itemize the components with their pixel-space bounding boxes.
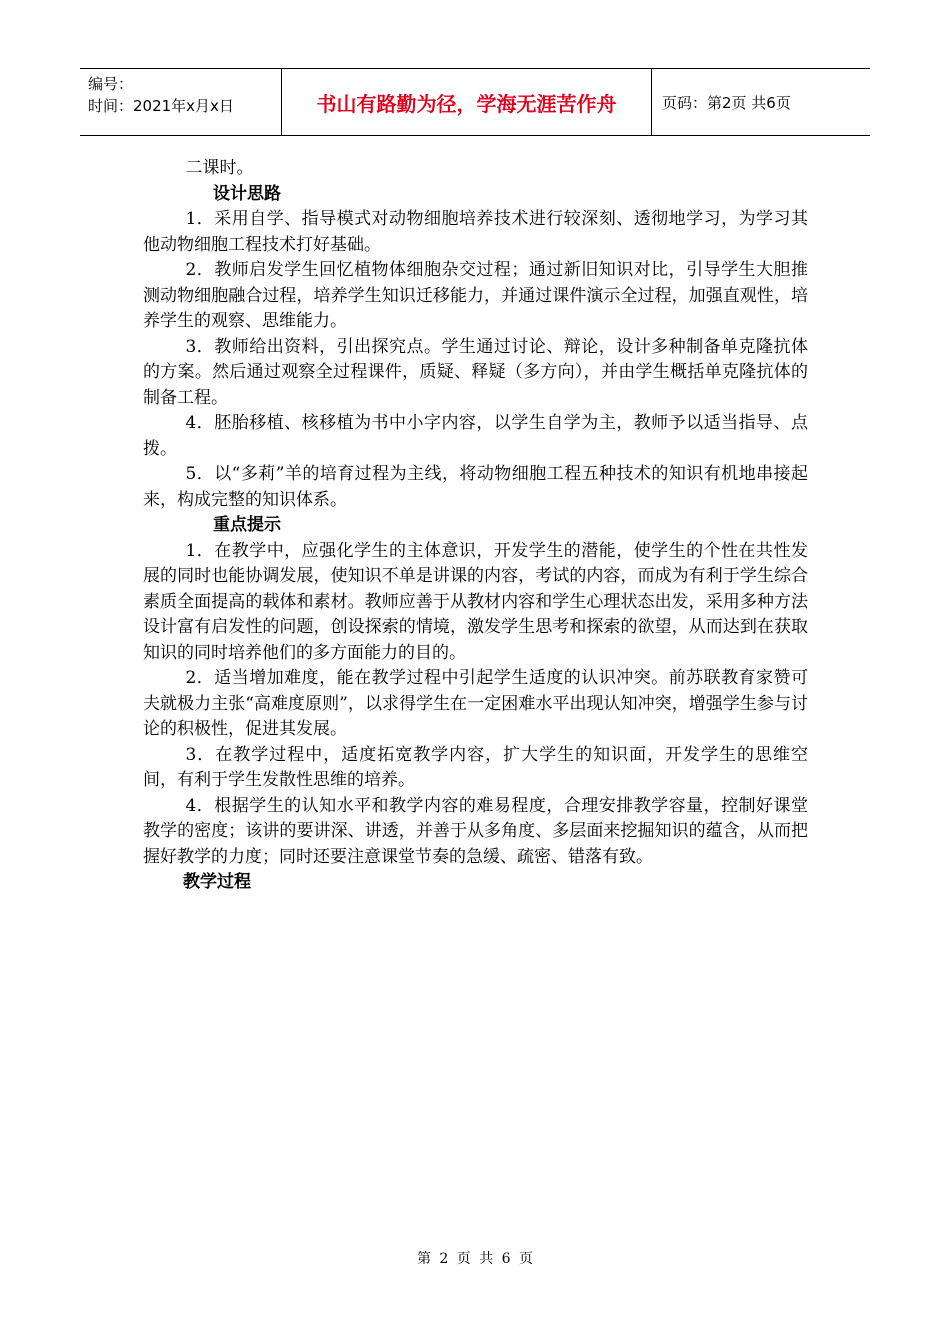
design-item: 2．教师启发学生回忆植物体细胞杂交过程；通过新旧知识对比，引导学生大胆推测动物细胞融合过程，培养学生知识迁移能力，并通过课件演示全过程，加强直观性，培养学生的观察、思维能力。 <box>143 260 808 331</box>
page-header <box>80 68 870 136</box>
key-item: 2．适当增加难度，能在教学过程中引起学生适度的认识冲突。前苏联教育家赞可夫就极力主张“高难度原则”，以求得学生在一定困难水平出现认知冲突，增强学生参与讨论的积极性，促进其发展。 <box>143 668 808 739</box>
header-motto: 书山有路勤为径，学海无涯苦作舟 <box>282 69 652 135</box>
design-item: 5．以“多莉”羊的培育过程为主线，将动物细胞工程五种技术的知识有机地串接起来，构成完整的知识体系。 <box>143 464 808 510</box>
design-item: 4．胚胎移植、核移植为书中小字内容，以学生自学为主，教师予以适当指导、点拨。 <box>143 413 808 459</box>
date-label: 时间：2021年x月x日 <box>88 97 234 115</box>
intro-text: 二课时。 <box>185 158 254 178</box>
document-body <box>143 156 808 896</box>
page-footer: 第 2 页 共 6 页 <box>416 1251 534 1267</box>
key-heading: 重点提示 <box>213 515 281 535</box>
design-heading: 设计思路 <box>213 183 281 204</box>
process-heading: 教学过程 <box>183 872 251 892</box>
key-item: 1．在教学中，应强化学生的主体意识，开发学生的潜能，使学生的个性在共性发展的同时也能协调发展，使知识不单是讲课的内容，考试的内容，而成为有利于学生综合素质全面提高的载体和素材。教师应善于从教材内容和学生心理状态出发，采用多种方法设计富有启发性的问题，创设探索的情境，激发学生思考和探索的欲望，从而达到在获取知识的同时培养他们的多方面能力的目的。 <box>143 540 808 663</box>
header-meta <box>80 69 282 135</box>
header-page-info: 页码：第2页 共6页 <box>662 93 791 112</box>
design-item: 3．教师给出资料，引出探究点。学生通过讨论、辩论，设计多种制备单克隆抗体的方案。然后通过观察全过程课件，质疑、释疑（多方向），并由学生概括单克隆抗体的制备工程。 <box>143 336 808 408</box>
key-item: 3．在教学过程中，适度拓宽教学内容，扩大学生的知识面，开发学生的思维空间，有利于学生发散性思维的培养。 <box>143 744 808 790</box>
key-item: 4．根据学生的认知水平和教学内容的难易程度，合理安排教学容量，控制好课堂教学的密度；该讲的要讲深、讲透，并善于从多角度、多层面来挖掘知识的蕴含，从而把握好教学的力度；同时还要注意课堂节奏的急缓、疏密、错落有致。 <box>143 795 808 867</box>
design-item: 1．采用自学、指导模式对动物细胞培养技术进行较深刻、透彻地学习，为学习其他动物细胞工程技术打好基础。 <box>143 209 808 255</box>
number-label: 编号： <box>88 75 134 93</box>
